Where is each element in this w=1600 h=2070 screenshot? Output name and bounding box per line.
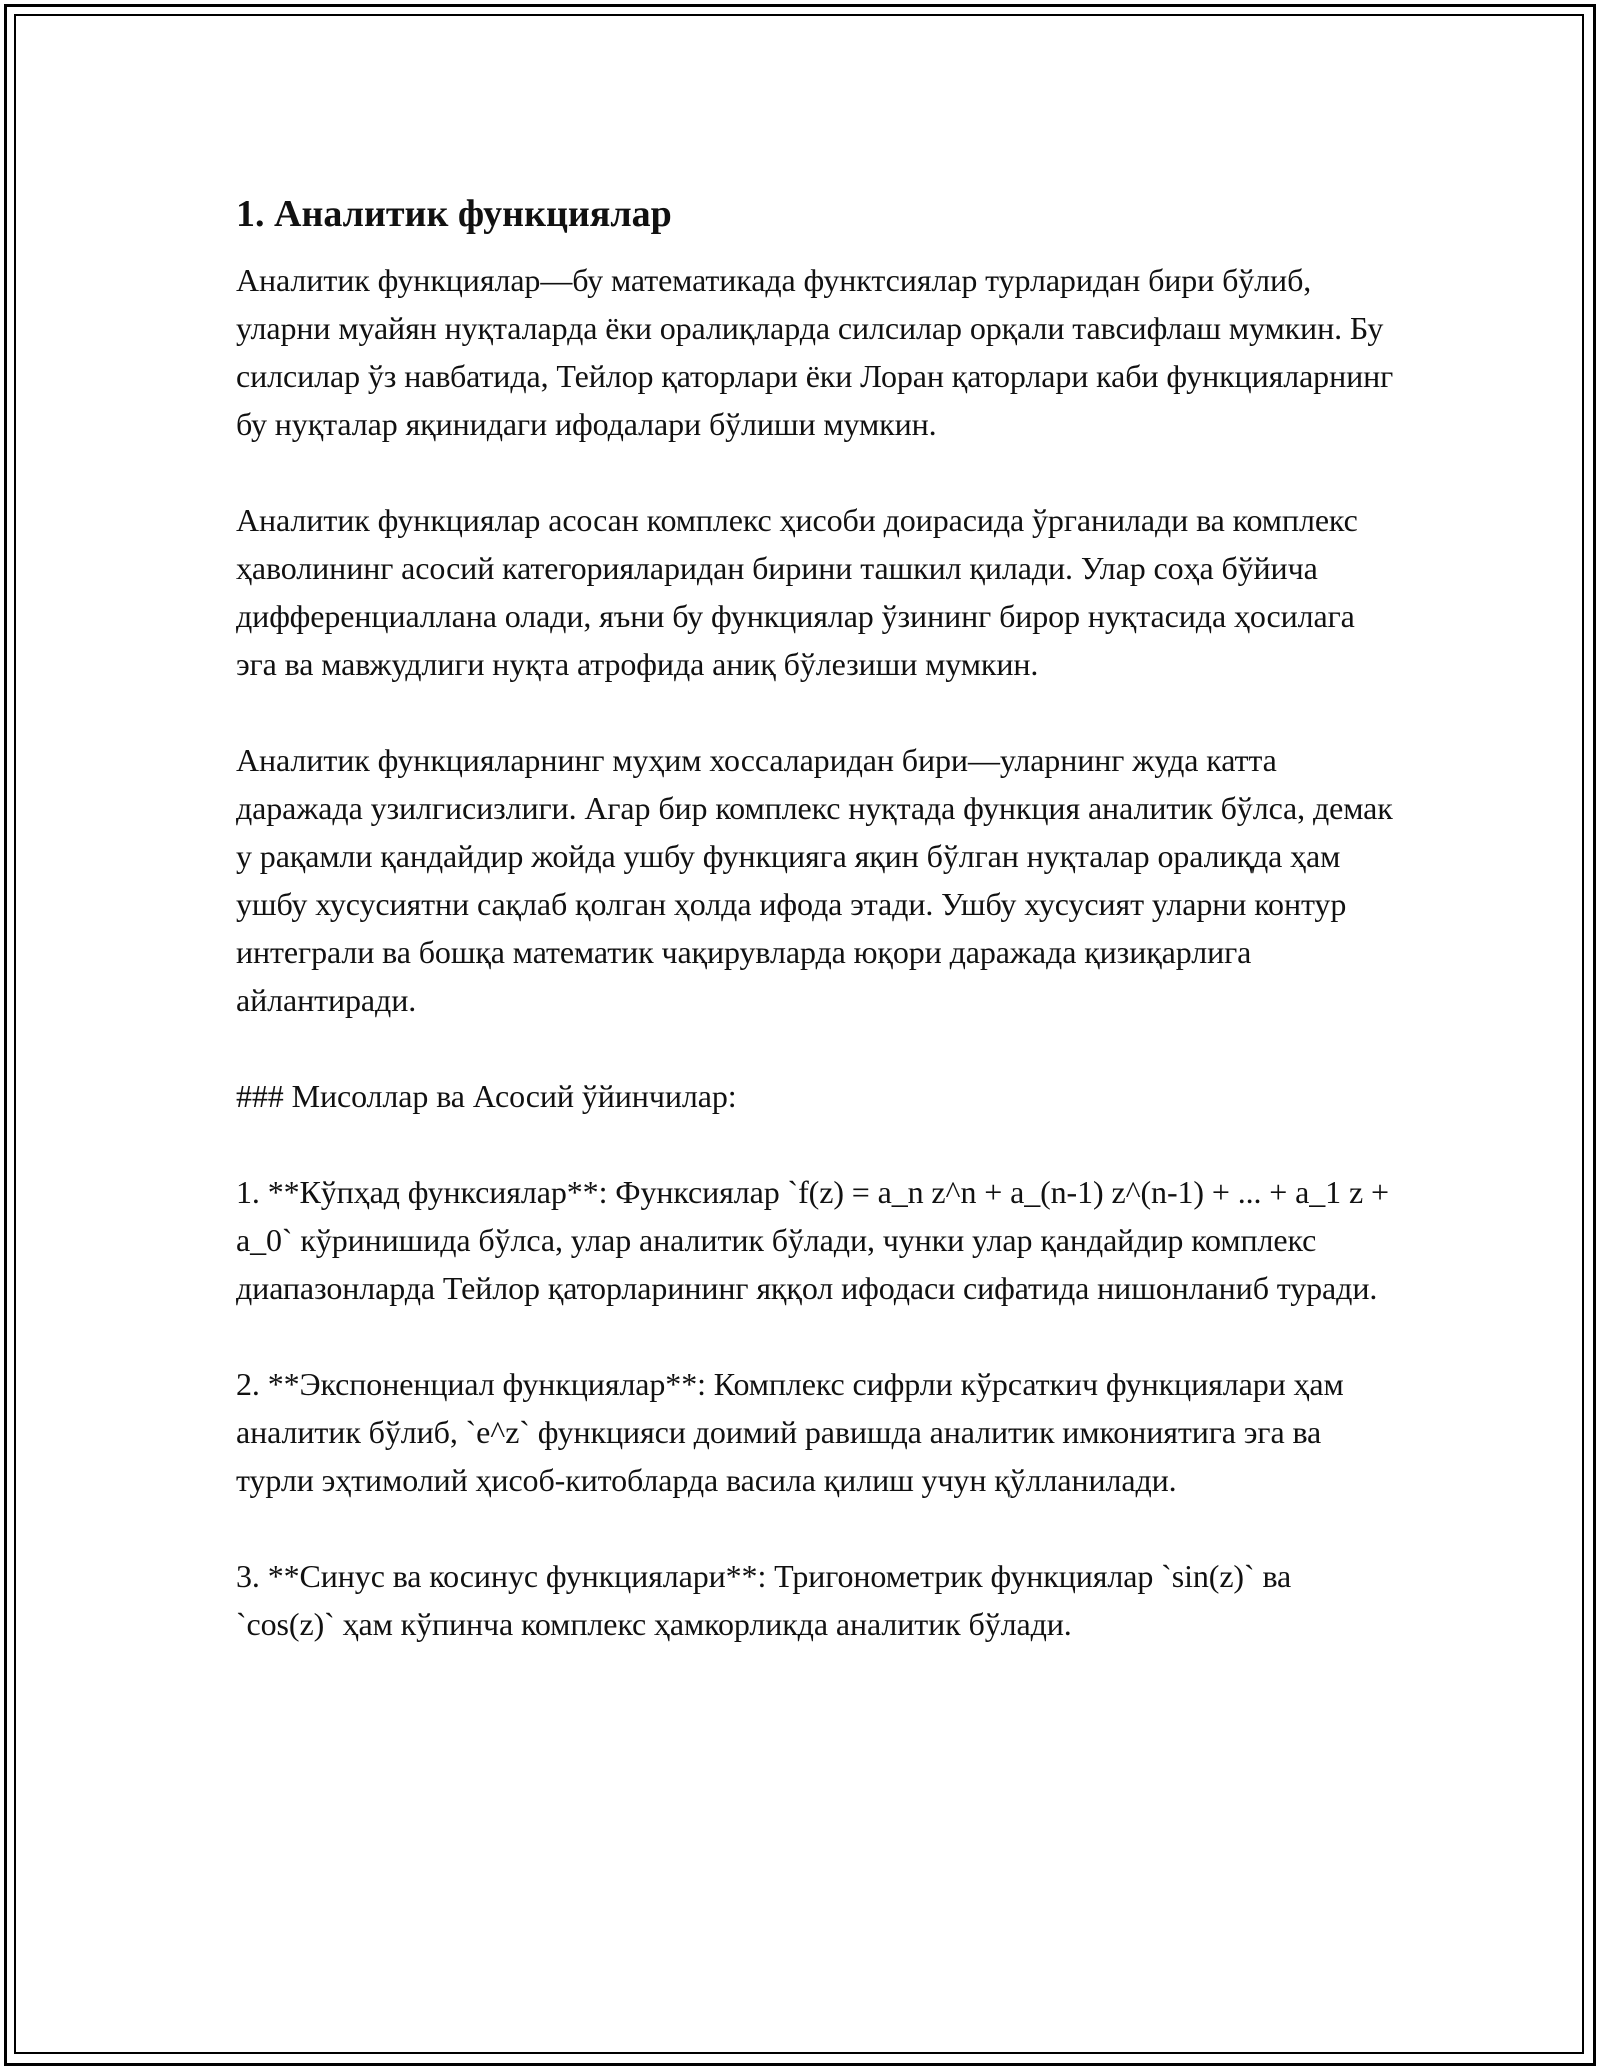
section-heading: 1. Аналитик функциялар — [236, 193, 672, 235]
subheading-examples: ### Мисоллар ва Асосий ўйинчилар: — [236, 1078, 737, 1114]
document-body — [236, 190, 1396, 1648]
list-item-trigonometric: 3. **Синус ва косинус функциялари**: Тригонометрик функциялар `sin(z)` ва `cos(z)` ҳам кўпинча комплекс ҳамкорликда аналитик бўлади. — [236, 1558, 1292, 1642]
list-item-exponential: 2. **Экспоненциал функциялар**: Комплекс сифрли кўрсаткич функциялари ҳам аналитик бўлиб, `e^z` функцияси доимий равишда аналитик имкониятига эга ва турли эҳтимолий ҳисоб-китобларда васила қилиш учун қўлланилади. — [236, 1366, 1344, 1498]
list-item-polynomial: 1. **Кўпҳад функсиялар**: Функсиялар `f(z) = a_n z^n + a_(n-1) z^(n-1) + ... + a_1 z + a_0` кўринишида бўлса, улар аналитик бўлади, чунки улар қандайдир комплекс диапазонларда Тейлор қаторларининг яққол ифодаси сифатида нишонланиб туради. — [236, 1174, 1389, 1306]
paragraph-intro: Аналитик функциялар—бу математикада функтсиялар турларидан бири бўлиб, уларни муайян нуқталарда ёки оралиқларда силсилар орқали тавсифлаш мумкин. Бу силсилар ўз навбатида, Тейлор қаторлари ёки Лоран қаторлари каби функцияларнинг бу нуқталар яқинидаги ифодалари бўлиши мумкин. — [236, 262, 1394, 442]
paragraph-complex-analysis: Аналитик функциялар асосан комплекс ҳисоби доирасида ўрганилади ва комплекс ҳаволининг асосий категорияларидан бирини ташкил қилади. Улар соҳа бўйича дифференциаллана олади, яъни бу функциялар ўзининг бирор нуқтасида ҳосилага эга ва мавжудлиги нуқта атрофида аниқ бўлезиши мумкин. — [236, 502, 1358, 682]
paragraph-properties: Аналитик функцияларнинг муҳим хоссаларидан бири—уларнинг жуда катта даражада узилгисизлиги. Агар бир комплекс нуқтада функция аналитик бўлса, демак у рақамли қандайдир жойда ушбу функцияга яқин бўлган нуқталар оралиқда ҳам ушбу хусусиятни сақлаб қолган ҳолда ифода этади. Ушбу хусусият уларни контур интеграли ва бошқа математик чақирувларда юқори даражада қизиқарлига айлантиради. — [236, 742, 1393, 1018]
